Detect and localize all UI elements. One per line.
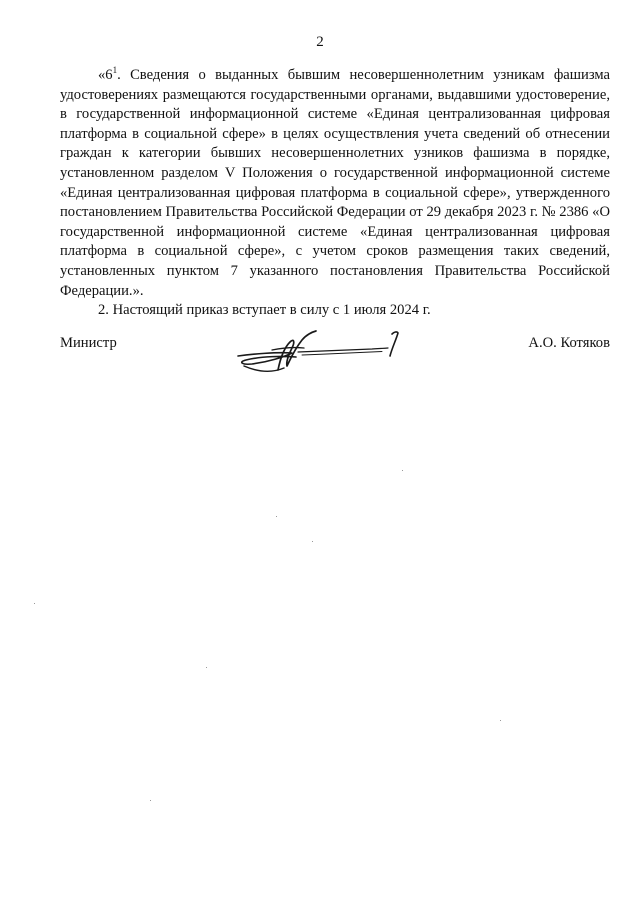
page-number: 2 [316,34,324,50]
paragraph-2: 2. Настоящий приказ вступает в силу с 1 июля 2024 г. [98,302,431,319]
paragraph-6-1 [60,66,610,301]
superscript-index: 1 [112,65,118,75]
signatory-name: А.О. Котяков [528,335,610,351]
paragraph-text: . Сведения о выданных бывшим несовершеннолетним узникам фашизма удостоверениях размещаются государственными органами, выдавшими удостоверение, в государственной информационной системе «Единая централизованная цифровая платформа в социальной сфере» в целях осуществления учета сведений об отнесении граждан к категории бывших несовершеннолетних узников фашизма в порядке, установленном разделом V Положения о государственной информационной системе «Единая централизованная цифровая платформа в социальной сфере», утвержденного постановлением Правительства Российской Федерации от 29 декабря 2023 г. № 2386 «О государственной информационной системе «Единая централизованная цифровая платформа в социальной сфере», с учетом сроков размещения таких сведений, установленных пунктом 7 указанного постановления Правительства Российской Федерации.». [60,67,610,299]
handwritten-signature [232,326,412,378]
signatory-position: Министр [60,335,117,351]
document-body [60,66,610,321]
paragraph-lead: «6 [98,67,113,83]
